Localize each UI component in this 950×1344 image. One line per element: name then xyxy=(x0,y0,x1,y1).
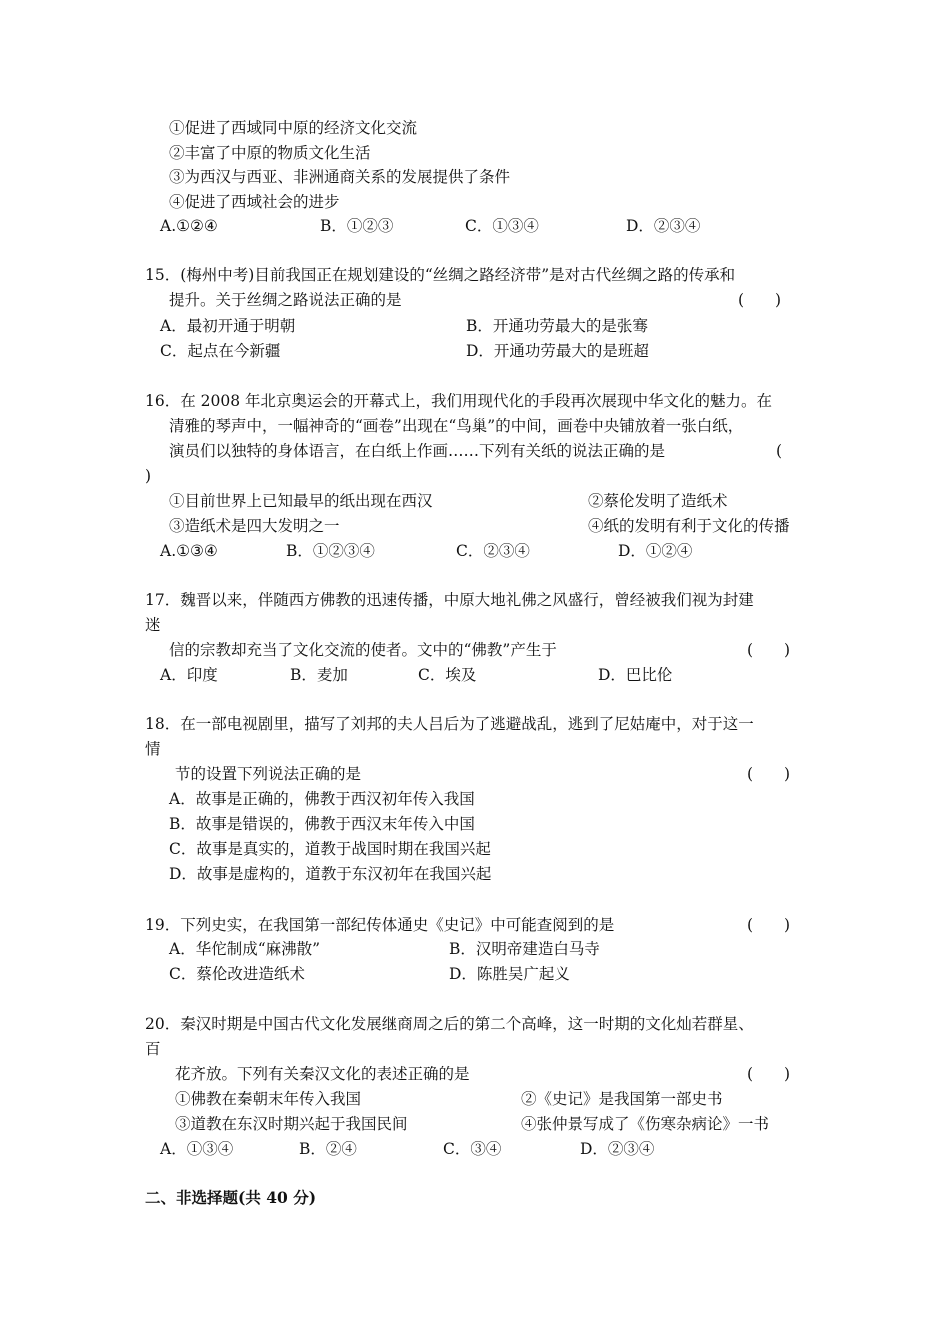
q19-answer-bracket: ( ) xyxy=(747,916,791,934)
q20-option-c: C．③④ xyxy=(443,1140,502,1158)
q17-option-c: C．埃及 xyxy=(418,666,477,684)
q16-item-1: ①目前世界上已知最早的纸出现在西汉 xyxy=(169,492,433,510)
q14-option-d: D．②③④ xyxy=(626,217,701,235)
q15-stem-cont: 提升。关于丝绸之路说法正确的是 xyxy=(169,291,402,309)
q20-option-b: B．②④ xyxy=(299,1140,357,1158)
q18-stem: 18．在一部电视剧里，描写了刘邦的夫人吕后为了逃避战乱，逃到了尼姑庵中，对于这一 xyxy=(145,715,754,733)
q14-option-b: B．①②③ xyxy=(320,217,394,235)
q16-stem-cont-1: 清雅的琴声中，一幅神奇的“画卷”出现在“鸟巢”的中间，画卷中央铺放着一张白纸， xyxy=(169,417,744,435)
q14-item-2: ②丰富了中原的物质文化生活 xyxy=(169,144,371,162)
q16-bracket-close: ) xyxy=(145,467,152,485)
q19-option-a: A．华佗制成“麻沸散” xyxy=(169,940,321,958)
q16-option-a: A.①③④ xyxy=(160,542,218,560)
q20-stem: 20．秦汉时期是中国古代文化发展继商周之后的第二个高峰，这一时期的文化灿若群星、 xyxy=(145,1015,754,1033)
q20-stem-cont: 花齐放。下列有关秦汉文化的表述正确的是 xyxy=(175,1065,470,1083)
q18-stem-cont: 节的设置下列说法正确的是 xyxy=(175,765,362,783)
q16-item-4: ④纸的发明有利于文化的传播 xyxy=(588,517,790,535)
q15-option-c: C．起点在今新疆 xyxy=(160,342,281,360)
q20-option-a: A．①③④ xyxy=(160,1140,234,1158)
q15-stem: 15．(梅州中考)目前我国正在规划建设的“丝绸之路经济带”是对古代丝绸之路的传承和 xyxy=(145,266,736,284)
q16-item-3: ③造纸术是四大发明之一 xyxy=(169,517,340,535)
q20-answer-bracket: ( ) xyxy=(747,1065,791,1083)
q18-option-a: A．故事是正确的，佛教于西汉初年传入我国 xyxy=(169,790,475,808)
q15-option-b: B．开通功劳最大的是张骞 xyxy=(466,317,648,335)
q16-stem-cont-2: 演员们以独特的身体语言，在白纸上作画……下列有关纸的说法正确的是 xyxy=(169,442,666,460)
q18-option-b: B．故事是错误的，佛教于西汉末年传入中国 xyxy=(169,815,475,833)
q17-answer-bracket: ( ) xyxy=(747,641,791,659)
q18-stem-wrap: 情 xyxy=(145,740,161,758)
q15-option-d: D．开通功劳最大的是班超 xyxy=(466,342,649,360)
q20-item-4: ④张仲景写成了《伤寒杂病论》一书 xyxy=(521,1115,770,1133)
q17-option-d: D．巴比伦 xyxy=(598,666,673,684)
q17-stem: 17．魏晋以来，伴随西方佛教的迅速传播，中原大地礼佛之风盛行，曾经被我们视为封建 xyxy=(145,591,754,609)
q14-item-3: ③为西汉与西亚、非洲通商关系的发展提供了条件 xyxy=(169,168,511,186)
q19-option-b: B．汉明帝建造白马寺 xyxy=(449,940,600,958)
q20-item-3: ③道教在东汉时期兴起于我国民间 xyxy=(175,1115,408,1133)
q16-option-c: C．②③④ xyxy=(456,542,530,560)
q20-option-d: D．②③④ xyxy=(580,1140,655,1158)
q14-option-c: C．①③④ xyxy=(465,217,539,235)
q19-option-c: C．蔡伦改进造纸术 xyxy=(169,965,305,983)
q17-option-b: B．麦加 xyxy=(290,666,348,684)
q20-stem-wrap: 百 xyxy=(145,1040,161,1058)
q17-stem-wrap: 迷 xyxy=(145,616,161,634)
q14-item-4: ④促进了西域社会的进步 xyxy=(169,193,340,211)
q19-option-d: D．陈胜吴广起义 xyxy=(449,965,570,983)
q16-stem: 16．在 2008 年北京奥运会的开幕式上，我们用现代化的手段再次展现中华文化的魅力。在 xyxy=(145,392,773,410)
q20-item-1: ①佛教在秦朝末年传入我国 xyxy=(175,1090,362,1108)
q16-bracket-open: ( xyxy=(776,442,783,460)
q18-option-d: D．故事是虚构的，道教于东汉初年在我国兴起 xyxy=(169,865,492,883)
q16-option-d: D．①②④ xyxy=(618,542,693,560)
q17-option-a: A．印度 xyxy=(160,666,218,684)
q18-answer-bracket: ( ) xyxy=(747,765,791,783)
q14-option-a: A.①②④ xyxy=(160,217,218,235)
q19-stem: 19．下列史实，在我国第一部纪传体通史《史记》中可能查阅到的是 xyxy=(145,916,615,934)
q15-answer-bracket: ( ) xyxy=(738,291,782,309)
q18-option-c: C．故事是真实的，道教于战国时期在我国兴起 xyxy=(169,840,491,858)
q17-stem-cont: 信的宗教却充当了文化交流的使者。文中的“佛教”产生于 xyxy=(169,641,557,659)
section-heading: 二、非选择题(共 40 分) xyxy=(145,1188,317,1207)
q14-item-1: ①促进了西域同中原的经济文化交流 xyxy=(169,119,418,137)
q15-option-a: A．最初开通于明朝 xyxy=(160,317,296,335)
q16-item-2: ②蔡伦发明了造纸术 xyxy=(588,492,728,510)
q16-option-b: B．①②③④ xyxy=(286,542,375,560)
q20-item-2: ②《史记》是我国第一部史书 xyxy=(521,1090,723,1108)
